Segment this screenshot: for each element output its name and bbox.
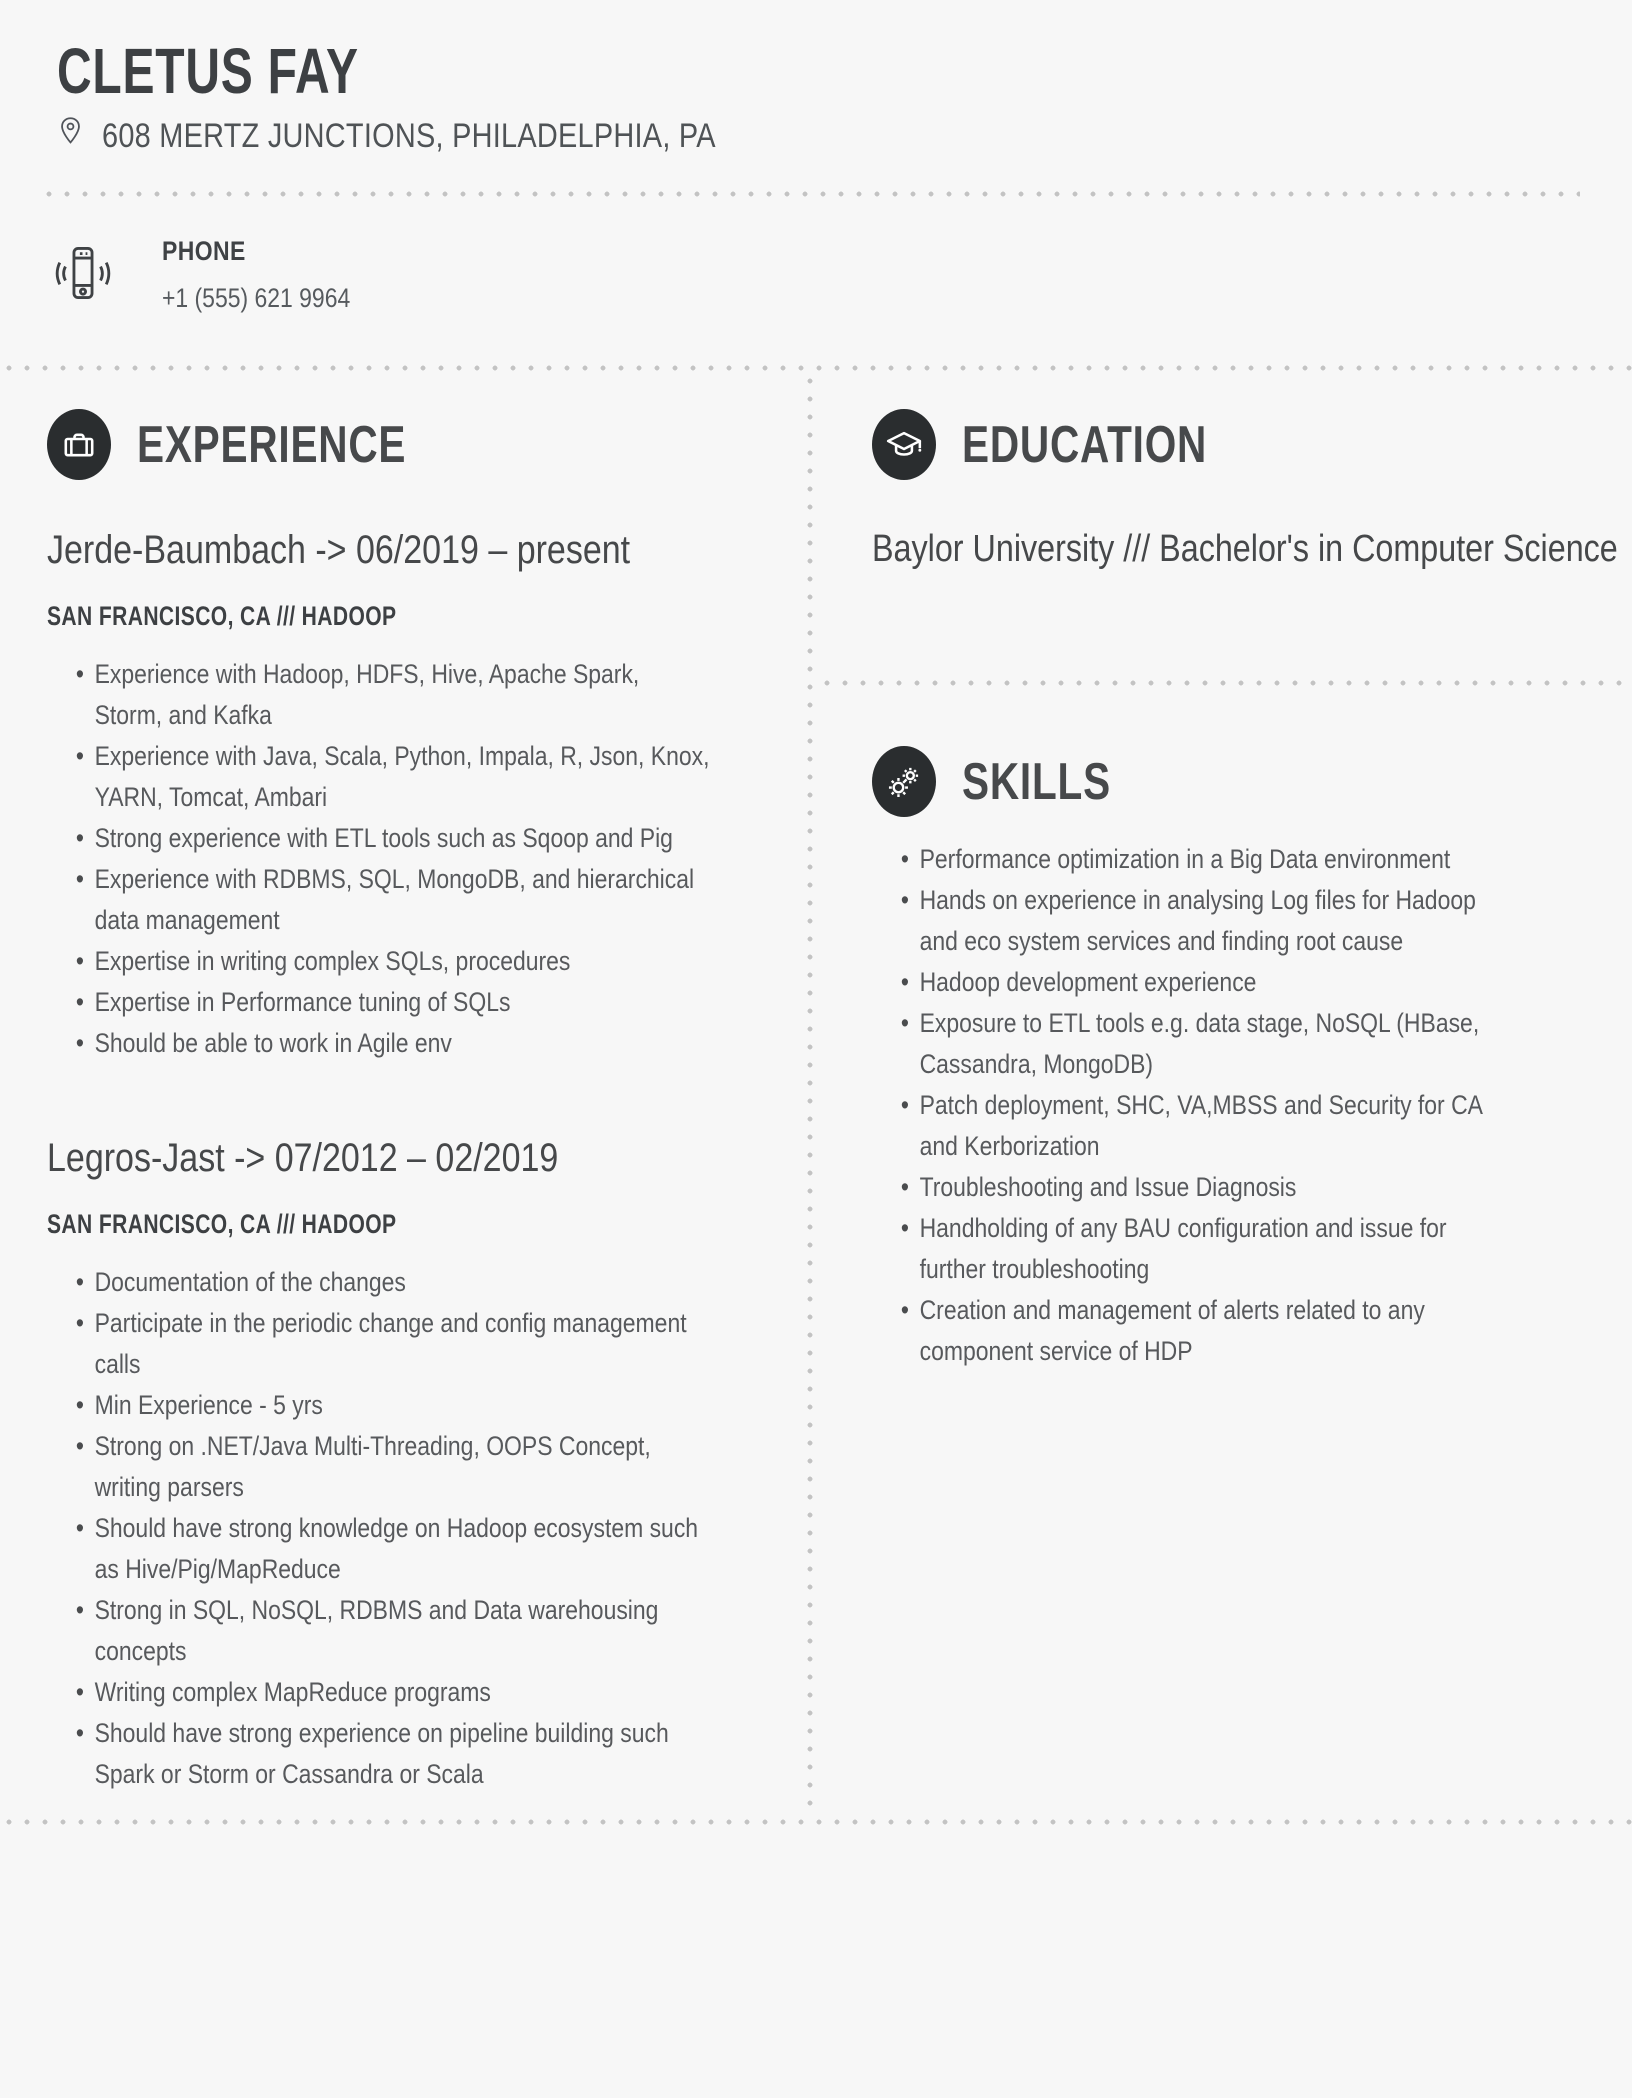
education-title: EDUCATION xyxy=(962,415,1208,474)
briefcase-icon xyxy=(47,409,111,480)
skill-bullet: • Exposure to ETL tools e.g. data stage, NoSQL (HBase, Cassandra, MongoDB) xyxy=(872,1003,1493,1085)
job-bullet: • Expertise in Performance tuning of SQLs xyxy=(47,982,710,1023)
graduation-cap-icon xyxy=(872,409,936,480)
address-row xyxy=(57,116,824,157)
job-bullet: • Strong on .NET/Java Multi-Threading, OOPS Concept, writing parsers xyxy=(47,1426,710,1508)
job-bullet: • Writing complex MapReduce programs xyxy=(47,1672,710,1713)
header-divider xyxy=(40,190,1580,198)
education-header xyxy=(872,409,1632,480)
experience-section xyxy=(0,365,810,1795)
smartphone-icon xyxy=(52,234,114,317)
skill-bullet: • Hadoop development experience xyxy=(872,962,1493,1003)
job-bullet: • Should be able to work in Agile env xyxy=(47,1023,710,1064)
skills-bullet-list xyxy=(872,839,1493,1372)
page-title: CLETUS FAY xyxy=(57,35,359,107)
experience-header xyxy=(47,409,810,480)
skill-bullet: • Troubleshooting and Issue Diagnosis xyxy=(872,1167,1493,1208)
education-bottom-divider xyxy=(818,679,1632,687)
job-bullet: • Should have strong experience on pipeline building such Spark or Storm or Cassandra or Scala xyxy=(47,1713,710,1795)
skill-bullet: • Performance optimization in a Big Data environment xyxy=(872,839,1493,880)
address-text: 608 MERTZ JUNCTIONS, PHILADELPHIA, PA xyxy=(102,117,716,155)
main-bottom-divider xyxy=(0,1818,1632,1826)
experience-title: EXPERIENCE xyxy=(137,415,407,474)
job-bullet: • Documentation of the changes xyxy=(47,1262,710,1303)
skill-bullet: • Creation and management of alerts related to any component service of HDP xyxy=(872,1290,1493,1372)
job-bullet-list xyxy=(47,654,710,1064)
phone-label: PHONE xyxy=(162,236,246,266)
phone-block xyxy=(162,234,383,317)
skills-header xyxy=(872,746,1632,817)
job-bullet: • Experience with Hadoop, HDFS, Hive, Apache Spark, Storm, and Kafka xyxy=(47,654,710,736)
education-entry: Baylor University /// Bachelor's in Computer Science xyxy=(872,528,1618,570)
skill-bullet: • Hands on experience in analysing Log files for Hadoop and eco system services and finding root cause xyxy=(872,880,1493,962)
job-bullet-list xyxy=(47,1262,710,1795)
gears-icon xyxy=(872,746,936,817)
skill-bullet: • Patch deployment, SHC, VA,MBSS and Security for CA and Kerborization xyxy=(872,1085,1493,1167)
education-section xyxy=(810,365,1632,576)
skills-section xyxy=(810,700,1632,1372)
job-bullet: • Participate in the periodic change and config management calls xyxy=(47,1303,710,1385)
job-bullet: • Should have strong knowledge on Hadoop ecosystem such as Hive/Pig/MapReduce xyxy=(47,1508,710,1590)
job-subheading: SAN FRANCISCO, CA /// HADOOP xyxy=(47,1209,397,1239)
job-bullet: • Experience with RDBMS, SQL, MongoDB, and hierarchical data management xyxy=(47,859,710,941)
skill-bullet: • Handholding of any BAU configuration and issue for further troubleshooting xyxy=(872,1208,1493,1290)
contact-block xyxy=(52,234,383,317)
job-subheading: SAN FRANCISCO, CA /// HADOOP xyxy=(47,601,397,631)
location-pin-icon xyxy=(57,116,84,157)
job-heading: Legros-Jast -> 07/2012 – 02/2019 xyxy=(47,1136,559,1180)
skills-title: SKILLS xyxy=(962,752,1111,811)
job-entry xyxy=(47,528,810,1064)
job-bullet: • Experience with Java, Scala, Python, Impala, R, Json, Knox, YARN, Tomcat, Ambari xyxy=(47,736,710,818)
job-bullet: • Min Experience - 5 yrs xyxy=(47,1385,710,1426)
job-bullet: • Strong in SQL, NoSQL, RDBMS and Data warehousing concepts xyxy=(47,1590,710,1672)
job-entry xyxy=(47,1136,810,1795)
job-heading: Jerde-Baumbach -> 06/2019 – present xyxy=(47,528,631,572)
job-bullet: • Expertise in writing complex SQLs, procedures xyxy=(47,941,710,982)
phone-number: +1 (555) 621 9964 xyxy=(162,283,351,313)
job-bullet: • Strong experience with ETL tools such as Sqoop and Pig xyxy=(47,818,710,859)
